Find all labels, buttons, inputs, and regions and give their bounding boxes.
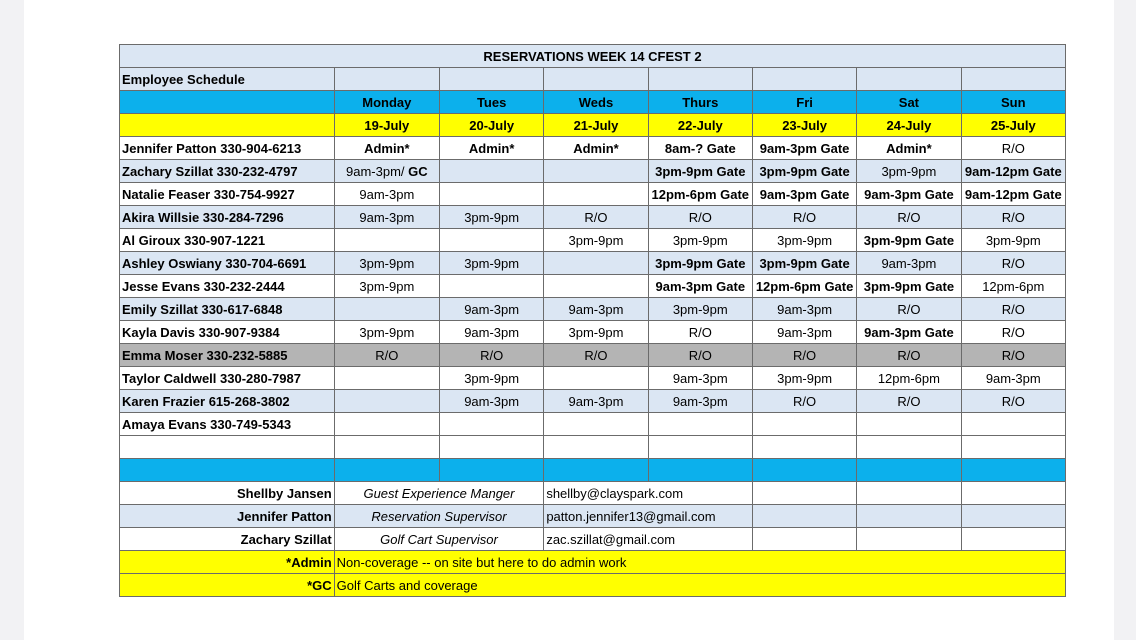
shift-cell [440, 229, 544, 252]
shift-cell: 3pm-9pm [857, 160, 961, 183]
shift-cell [440, 183, 544, 206]
shift-cell: 9am-3pm [857, 252, 961, 275]
empty-cell [334, 436, 439, 459]
empty-cell [857, 505, 961, 528]
employee-name: Amaya Evans 330-749-5343 [120, 413, 335, 436]
employee-name: Jesse Evans 330-232-2444 [120, 275, 335, 298]
employee-name: Kayla Davis 330-907-9384 [120, 321, 335, 344]
shift-cell: 3pm-9pm [440, 206, 544, 229]
shift-cell [857, 413, 961, 436]
shift-cell: 9am-3pm [752, 298, 856, 321]
legend-text: Golf Carts and coverage [334, 574, 1065, 597]
shift-cell: 9am-12pm Gate [961, 160, 1065, 183]
shift-cell: 9am-3pm Gate [752, 137, 856, 160]
employee-name: Natalie Feaser 330-754-9927 [120, 183, 335, 206]
shift-cell: R/O [544, 344, 648, 367]
employee-name: Karen Frazier 615-268-3802 [120, 390, 335, 413]
legend-row [120, 574, 1066, 597]
shift-cell: 3pm-9pm Gate [648, 160, 752, 183]
empty-cell [120, 436, 335, 459]
employee-row [120, 367, 1066, 390]
day-header: Sat [857, 91, 961, 114]
shift-cell: R/O [961, 321, 1065, 344]
shift-cell: R/O [961, 206, 1065, 229]
employee-row [120, 229, 1066, 252]
empty-cell [961, 505, 1065, 528]
employee-row [120, 413, 1066, 436]
empty-cell [544, 459, 648, 482]
shift-cell: 9am-3pm [752, 321, 856, 344]
shift-cell: 3pm-9pm Gate [752, 160, 856, 183]
shift-cell [752, 413, 856, 436]
date-header: 22-July [648, 114, 752, 137]
shift-cell: 3pm-9pm Gate [857, 229, 961, 252]
gc-marker: GC [408, 163, 428, 179]
shift-cell: 12pm-6pm [961, 275, 1065, 298]
section-label: Employee Schedule [120, 68, 335, 91]
empty-cell [440, 68, 544, 91]
empty-cell [120, 91, 335, 114]
shift-cell [334, 390, 439, 413]
shift-cell [961, 413, 1065, 436]
shift-cell: 3pm-9pm [334, 275, 439, 298]
shift-cell: R/O [961, 390, 1065, 413]
empty-cell [752, 505, 856, 528]
day-header: Tues [440, 91, 544, 114]
shift-cell: R/O [857, 344, 961, 367]
shift-cell [544, 367, 648, 390]
employee-name: Zachary Szillat 330-232-4797 [120, 160, 335, 183]
shift-cell: 3pm-9pm [961, 229, 1065, 252]
empty-cell [544, 68, 648, 91]
empty-cell [648, 436, 752, 459]
shift-cell: R/O [334, 344, 439, 367]
empty-cell [752, 459, 856, 482]
shift-cell [544, 413, 648, 436]
day-header: Thurs [648, 91, 752, 114]
shift-cell: R/O [648, 344, 752, 367]
employee-name: Akira Willsie 330-284-7296 [120, 206, 335, 229]
shift-cell: 3pm-9pm [752, 367, 856, 390]
empty-cell [334, 68, 439, 91]
contact-name: Jennifer Patton [120, 505, 335, 528]
shift-cell [544, 183, 648, 206]
employee-row [120, 206, 1066, 229]
contact-role: Golf Cart Supervisor [334, 528, 544, 551]
document-page [24, 0, 1114, 640]
employee-name: Al Giroux 330-907-1221 [120, 229, 335, 252]
shift-cell [440, 160, 544, 183]
empty-cell [440, 436, 544, 459]
employee-name: Jennifer Patton 330-904-6213 [120, 137, 335, 160]
employee-row [120, 344, 1066, 367]
empty-cell [961, 459, 1065, 482]
shift-cell: 9am-3pm [440, 321, 544, 344]
shift-cell: 3pm-9pm [648, 298, 752, 321]
shift-cell: R/O [752, 390, 856, 413]
contact-row [120, 528, 1066, 551]
shift-cell: 9am-3pm [334, 183, 439, 206]
shift-cell: R/O [961, 252, 1065, 275]
shift-cell: 3pm-9pm [440, 367, 544, 390]
employee-name: Taylor Caldwell 330-280-7987 [120, 367, 335, 390]
legend-text: Non-coverage -- on site but here to do admin work [334, 551, 1065, 574]
shift-cell [334, 298, 439, 321]
shift-cell: 9am-3pm Gate [648, 275, 752, 298]
empty-cell [961, 482, 1065, 505]
empty-cell [857, 482, 961, 505]
empty-cell [857, 528, 961, 551]
shift-cell: 8am-? Gate [648, 137, 752, 160]
employee-name: Emma Moser 330-232-5885 [120, 344, 335, 367]
empty-cell [752, 482, 856, 505]
shift-cell: R/O [440, 344, 544, 367]
shift-cell [334, 367, 439, 390]
empty-cell [544, 436, 648, 459]
shift-cell: 3pm-9pm [544, 321, 648, 344]
shift-cell [334, 229, 439, 252]
blank-row [120, 436, 1066, 459]
contact-role: Guest Experience Manger [334, 482, 544, 505]
shift-cell: 3pm-9pm [334, 252, 439, 275]
employee-row [120, 252, 1066, 275]
employee-row [120, 137, 1066, 160]
empty-cell [648, 459, 752, 482]
shift-cell: 12pm-6pm [857, 367, 961, 390]
shift-cell: 9am-3pm Gate [857, 183, 961, 206]
shift-cell: 3pm-9pm Gate [648, 252, 752, 275]
shift-cell: 9am-3pm [440, 298, 544, 321]
empty-cell [334, 459, 439, 482]
contact-email: patton.jennifer13@gmail.com [544, 505, 753, 528]
day-header: Fri [752, 91, 856, 114]
shift-cell: R/O [961, 344, 1065, 367]
date-header: 23-July [752, 114, 856, 137]
contact-name: Zachary Szillat [120, 528, 335, 551]
employee-name: Ashley Oswiany 330-704-6691 [120, 252, 335, 275]
shift-cell: R/O [857, 390, 961, 413]
employee-row [120, 275, 1066, 298]
legend-key: *GC [120, 574, 335, 597]
empty-cell [752, 528, 856, 551]
day-header: Monday [334, 91, 439, 114]
empty-cell [961, 528, 1065, 551]
empty-cell [857, 68, 961, 91]
employee-row [120, 390, 1066, 413]
shift-cell [440, 275, 544, 298]
contact-row [120, 482, 1066, 505]
shift-cell: 3pm-9pm [334, 321, 439, 344]
contact-role: Reservation Supervisor [334, 505, 544, 528]
shift-cell: R/O [752, 344, 856, 367]
empty-cell [120, 114, 335, 137]
empty-cell [961, 436, 1065, 459]
shift-cell: R/O [544, 206, 648, 229]
shift-cell: R/O [752, 206, 856, 229]
shift-cell: Admin* [857, 137, 961, 160]
shift-cell: 9am-3pm [648, 367, 752, 390]
shift-cell: 9am-3pm [648, 390, 752, 413]
employee-row [120, 183, 1066, 206]
employee-row [120, 321, 1066, 344]
shift-cell: 12pm-6pm Gate [752, 275, 856, 298]
shift-cell: 9am-3pm [544, 298, 648, 321]
shift-cell [544, 252, 648, 275]
date-header: 24-July [857, 114, 961, 137]
shift-cell: R/O [648, 321, 752, 344]
employee-row [120, 298, 1066, 321]
page-title: RESERVATIONS WEEK 14 CFEST 2 [120, 45, 1066, 68]
empty-cell [857, 459, 961, 482]
shift-cell: Admin* [334, 137, 439, 160]
empty-cell [961, 68, 1065, 91]
empty-cell [440, 459, 544, 482]
date-header: 20-July [440, 114, 544, 137]
shift-cell: 3pm-9pm [440, 252, 544, 275]
shift-cell: 9am-3pm [440, 390, 544, 413]
shift-cell: R/O [961, 298, 1065, 321]
shift-cell: R/O [648, 206, 752, 229]
shift-cell: R/O [857, 298, 961, 321]
shift-cell: 3pm-9pm [752, 229, 856, 252]
day-header: Weds [544, 91, 648, 114]
contact-email: shellby@clayspark.com [544, 482, 753, 505]
legend-row [120, 551, 1066, 574]
section-header-row [120, 68, 1066, 91]
shift-cell: R/O [961, 137, 1065, 160]
separator-row [120, 459, 1066, 482]
shift-cell [544, 160, 648, 183]
day-header-row [120, 91, 1066, 114]
shift-cell [440, 413, 544, 436]
shift-cell: 12pm-6pm Gate [648, 183, 752, 206]
empty-cell [648, 68, 752, 91]
date-header-row [120, 114, 1066, 137]
shift-cell: 3pm-9pm [544, 229, 648, 252]
contact-name: Shellby Jansen [120, 482, 335, 505]
contact-row [120, 505, 1066, 528]
empty-cell [120, 459, 335, 482]
day-header: Sun [961, 91, 1065, 114]
shift-cell: 9am-12pm Gate [961, 183, 1065, 206]
shift-cell [648, 413, 752, 436]
shift-cell: 9am-3pm Gate [752, 183, 856, 206]
shift-cell: 3pm-9pm [648, 229, 752, 252]
date-header: 19-July [334, 114, 439, 137]
empty-cell [857, 436, 961, 459]
shift-cell: Admin* [440, 137, 544, 160]
contact-email: zac.szillat@gmail.com [544, 528, 753, 551]
shift-cell: 9am-3pm [334, 206, 439, 229]
date-header: 25-July [961, 114, 1065, 137]
shift-cell: 9am-3pm [961, 367, 1065, 390]
employee-name: Emily Szillat 330-617-6848 [120, 298, 335, 321]
shift-cell: Admin* [544, 137, 648, 160]
employee-row [120, 160, 1066, 183]
shift-cell: 3pm-9pm Gate [857, 275, 961, 298]
shift-cell: 9am-3pm Gate [857, 321, 961, 344]
shift-cell: 9am-3pm/ GC [334, 160, 439, 183]
shift-cell [334, 413, 439, 436]
shift-cell: 3pm-9pm Gate [752, 252, 856, 275]
shift-cell: 9am-3pm [544, 390, 648, 413]
empty-cell [752, 436, 856, 459]
shift-cell: R/O [857, 206, 961, 229]
empty-cell [752, 68, 856, 91]
shift-cell [544, 275, 648, 298]
date-header: 21-July [544, 114, 648, 137]
schedule-table [119, 44, 1066, 597]
legend-key: *Admin [120, 551, 335, 574]
